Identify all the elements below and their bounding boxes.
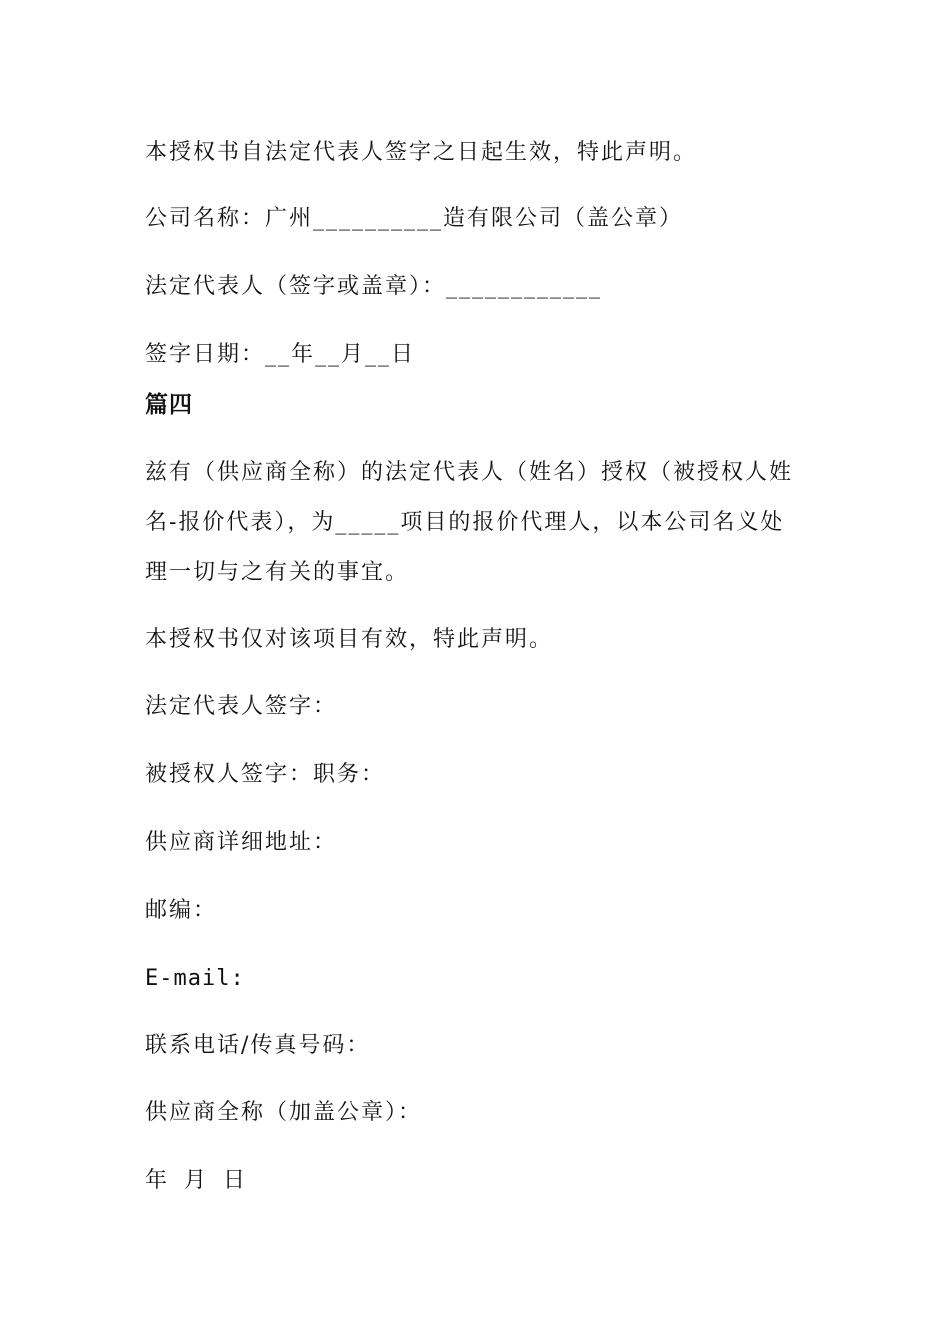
legal-rep-signature-line: 法定代表人签字：	[145, 694, 338, 719]
paragraph-line-2: 名-报价代表），为_____项目的报价代理人，以本公司名义处	[145, 510, 785, 535]
sign-date-line: 签字日期：__年__月__日	[145, 342, 416, 367]
paragraph-line-1: 兹有（供应商全称）的法定代表人（姓名）授权（被授权人姓	[145, 460, 794, 485]
full-name-seal-line: 供应商全称（加盖公章）：	[145, 1100, 423, 1125]
postcode-line: 邮编：	[145, 898, 218, 923]
effective-statement: 本授权书自法定代表人签字之日起生效，特此声明。	[145, 140, 698, 165]
company-name-line: 公司名称：广州__________造有限公司（盖公章）	[145, 206, 684, 231]
authorized-signature-line: 被授权人签字：职务：	[145, 762, 386, 787]
email-line: E-mail:	[145, 966, 245, 991]
address-line: 供应商详细地址：	[145, 830, 338, 855]
legal-rep-sign-line: 法定代表人（签字或盖章）：____________	[145, 274, 603, 299]
validity-statement: 本授权书仅对该项目有效，特此声明。	[145, 627, 554, 652]
paragraph-line-3: 理一切与之有关的事宜。	[145, 560, 410, 585]
phone-fax-line: 联系电话/传真号码：	[145, 1033, 371, 1058]
date-line: 年 月 日	[145, 1168, 247, 1193]
section-heading: 篇四	[145, 392, 193, 418]
